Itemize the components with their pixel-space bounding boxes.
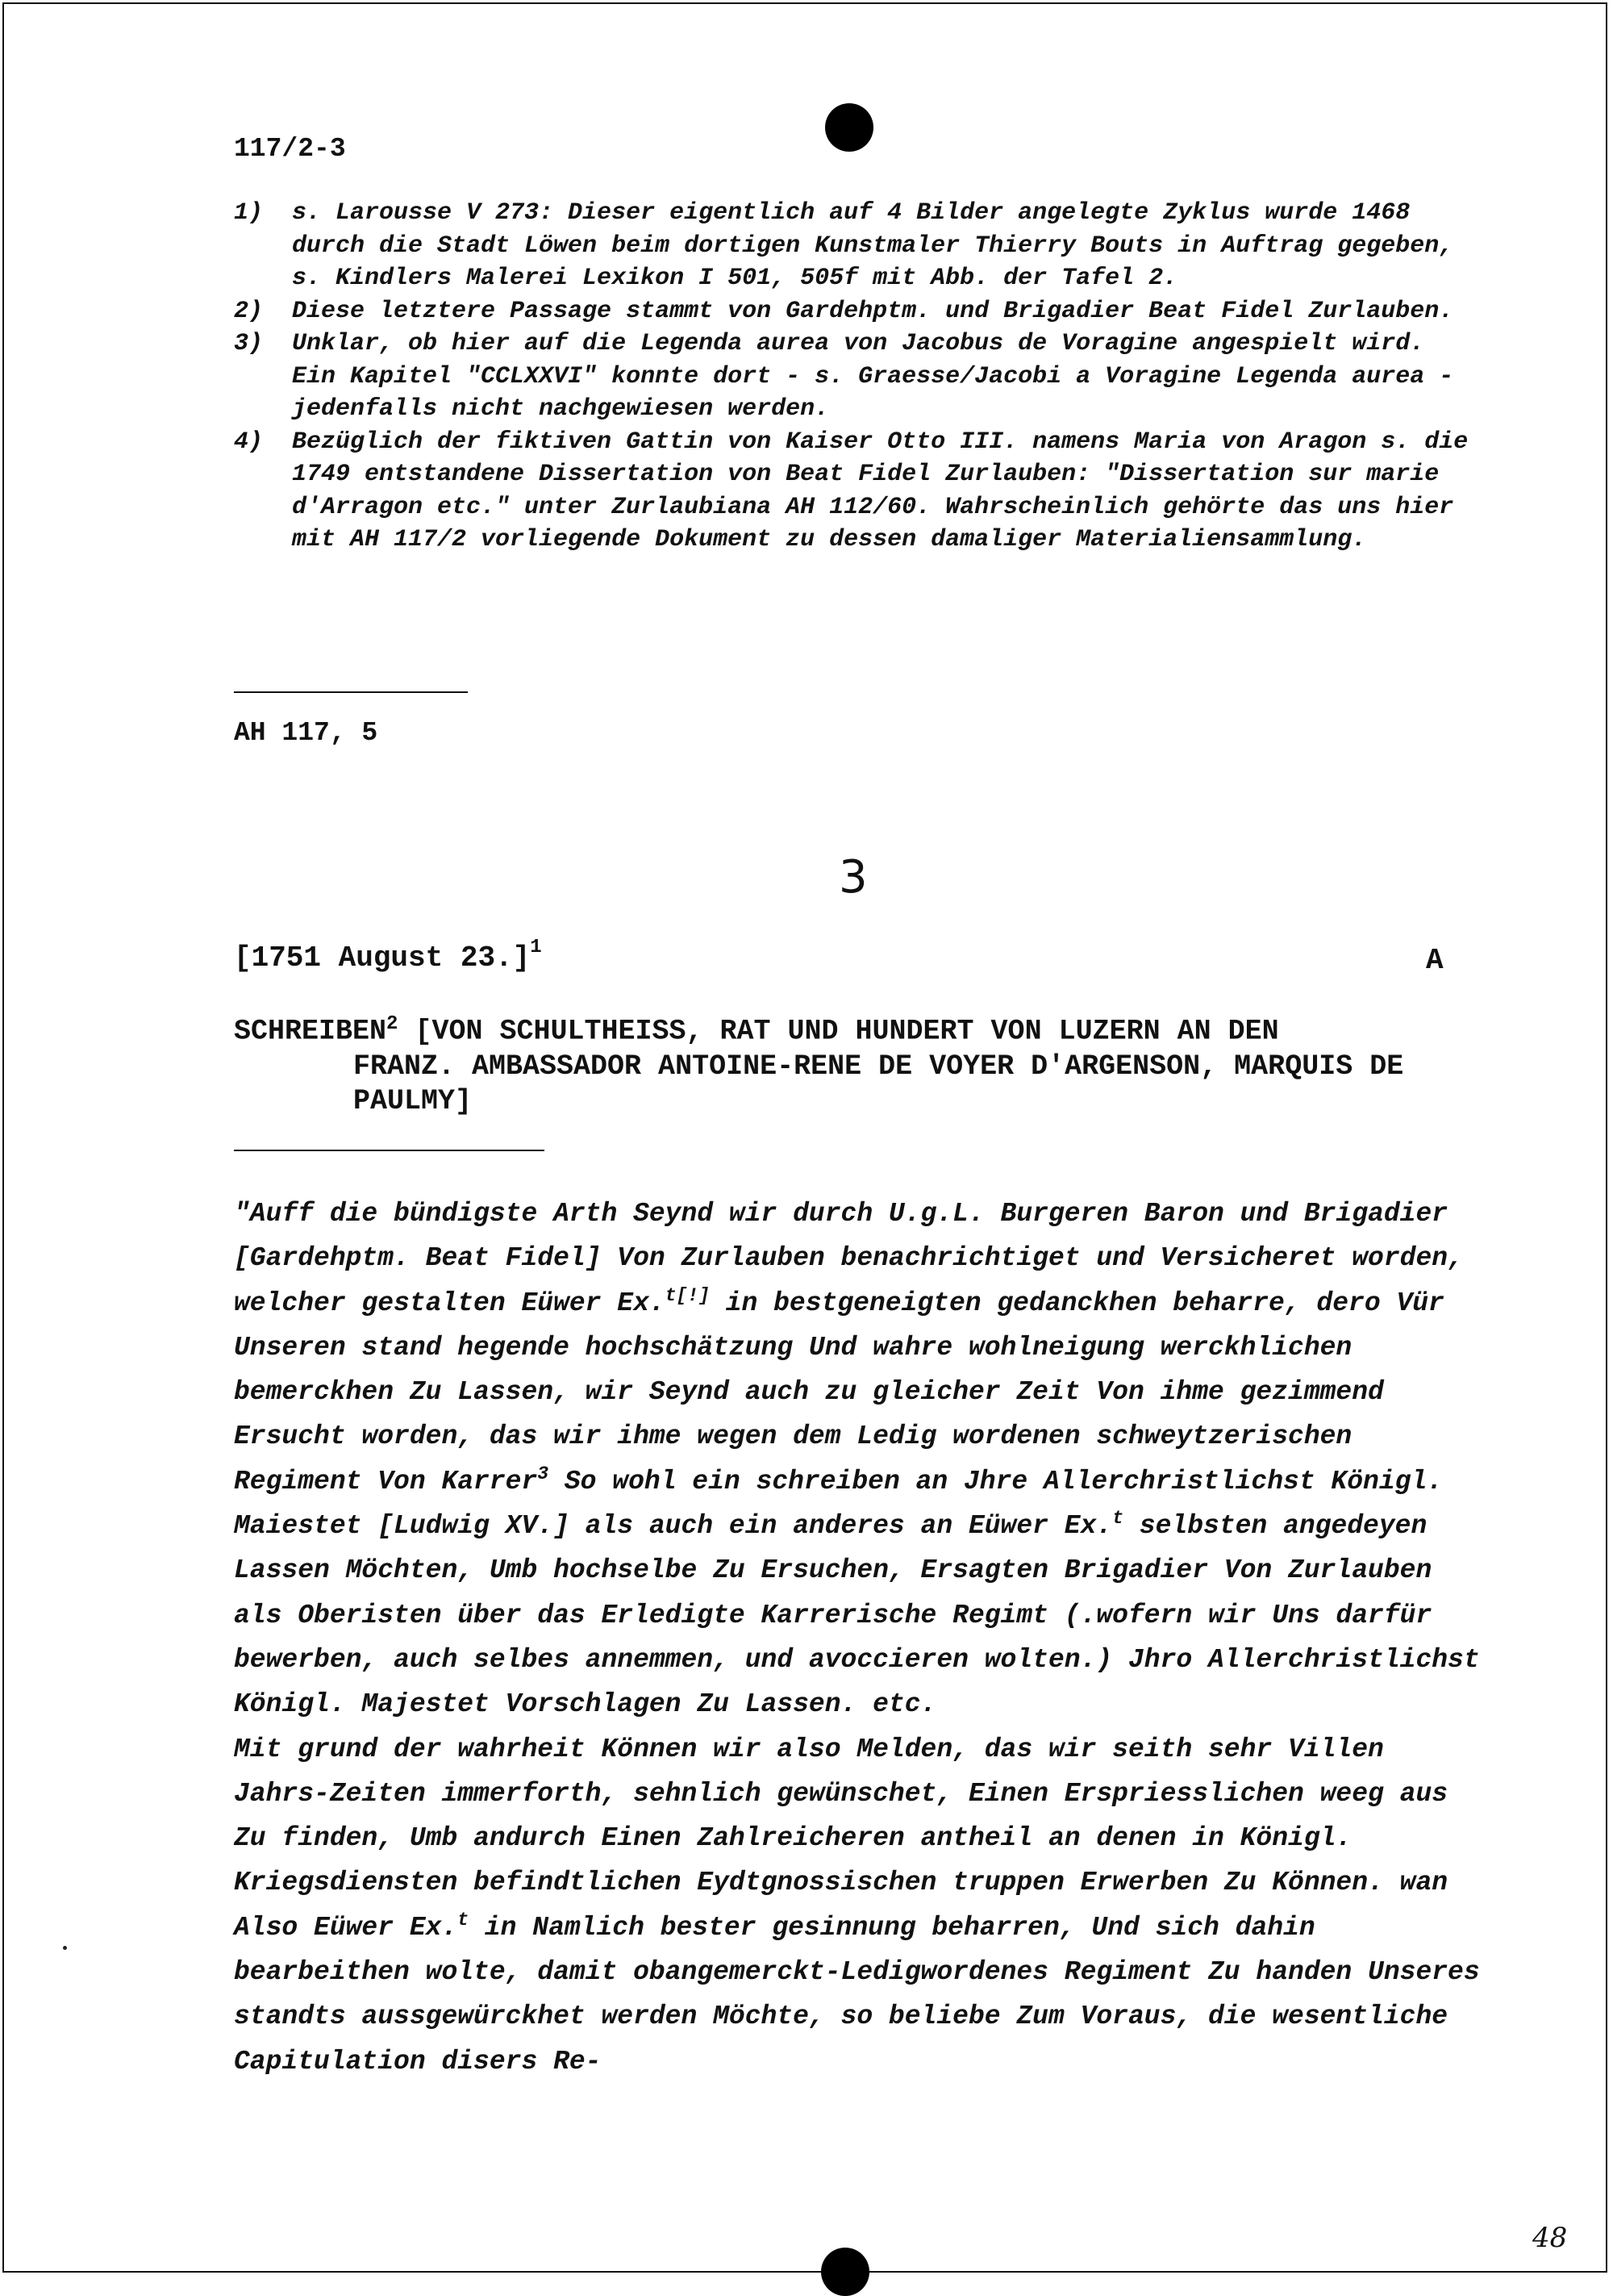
footnote-3	[234, 328, 1480, 426]
date-line	[234, 937, 542, 975]
footnote-4	[234, 426, 1480, 557]
footnote-ref: 3	[537, 1463, 549, 1484]
footnote-number: 4)	[234, 428, 264, 456]
punch-hole-top	[825, 103, 873, 152]
scan-speck	[63, 1946, 67, 1950]
archive-reference: AH 117, 5	[234, 718, 378, 748]
heading-text: [VON SCHULTHEISS, RAT UND HUNDERT VON LUZERN AN DEN	[398, 1015, 1279, 1048]
text-segment: So wohl ein schreiben an Jhre Allerchristlichst Königl. Maiestet [Ludwig XV.] als auch ein anderes an Eüwer Ex.	[234, 1466, 1444, 1542]
text-segment: selbsten angedeyen Lassen Möchten, Umb hochselbe Zu Ersuchen, Ersagten Brigadier Von Zurlauben als Oberisten über das Erledigte Karrerische Regimt (.wofern wir Uns darfür bewerben, auch selbes annemmen, und avoccieren wolten.) Jhro Allerchristlichst Königl. Majestet Vorschlagen Zu Lassen. etc.	[234, 1511, 1480, 1720]
footnotes	[234, 197, 1480, 557]
document-heading	[234, 1007, 1480, 1119]
footnote-text: Bezüglich der fiktiven Gattin von Kaiser Otto III. namens Maria von Aragon s. die 1749 entstandene Dissertation von Beat Fidel Zurlauben: "Dissertation sur marie d'Arragon etc." unter Zurlaubiana AH 112/60. Wahrscheinlich gehörte das uns hier mit AH 117/2 vorliegende Dokument zu dessen damaliger Materialiensammlung.	[292, 428, 1469, 553]
footnote-ref: t[!]	[665, 1284, 710, 1306]
handwritten-page-number: 48	[1532, 2222, 1568, 2254]
heading-first-word: SCHREIBEN	[234, 1015, 387, 1048]
footnote-1	[234, 197, 1480, 295]
footnote-ref: 2	[386, 1013, 398, 1035]
paragraph	[234, 1727, 1480, 2084]
footnote-text: s. Larousse V 273: Dieser eigentlich auf 4 Bilder angelegte Zyklus wurde 1468 durch die Stadt Löwen beim dortigen Kunstmaler Thierry Bouts in Auftrag gegeben, s. Kindlers Malerei Lexikon I 501, 505f mit Abb. der Tafel 2.	[292, 199, 1454, 292]
footnote-text: Diese letztere Passage stammt von Gardehptm. und Brigadier Beat Fidel Zurlauben.	[292, 297, 1454, 325]
heading-continuation: FRANZ. AMBASSADOR ANTOINE-RENE DE VOYER D'ARGENSON, MARQUIS DE PAULMY]	[353, 1050, 1404, 1117]
paragraph	[234, 1192, 1480, 1727]
footnote-ref: 1	[530, 937, 542, 958]
page-reference: 117/2-3	[234, 134, 346, 164]
text-segment: in bestgeneigten gedanckhen beharre, dero Vür Unseren stand hegende hochschätzung Und wahre wohlneigung werckhlichen bemerckhen Zu Lassen, wir Seynd auch zu gleicher Zeit Von ihme gezimmend Ersucht worden, das wir ihme wegen dem Ledig wordenen schweytzerischen Regiment Von Karrer	[234, 1288, 1444, 1497]
divider-rule	[234, 691, 468, 693]
footnote-2	[234, 295, 1480, 328]
footnote-number: 1)	[234, 199, 264, 227]
superscript-t: t	[1112, 1508, 1123, 1530]
footnote-text: Unklar, ob hier auf die Legenda aurea von Jacobus de Voragine angespielt wird. Ein Kapitel "CCLXXVI" konnte dort - s. Graesse/Jacobi a Voragine Legenda aurea - jedenfalls nicht nachgewiesen werden.	[292, 330, 1454, 423]
divider-rule	[234, 1150, 544, 1151]
punch-hole-bottom	[821, 2248, 869, 2296]
document-number: 3	[839, 851, 868, 904]
document-type: A	[1426, 944, 1444, 977]
footnote-number: 3)	[234, 330, 264, 357]
superscript-t: t	[457, 1909, 469, 1931]
letter-body	[234, 1192, 1480, 2084]
text-segment: in Namlich bester gesinnung beharren, Und sich dahin bearbeithen wolte, damit obangemerckt-Ledigwordenes Regiment Zu handen Unseres standts aussgewürckhet werden Möchte, so beliebe Zum Voraus, die wesentliche Capitulation disers Re-	[234, 1912, 1480, 2077]
date-text: [1751 August 23.]	[234, 941, 531, 975]
text-segment: "Auff die bündigste Arth Seynd wir durch U.g.L. Burgeren Baron und Brigadier [Gardehptm. Beat Fidel] Von Zurlauben benachrichtiget und Versicheret worden, welcher gestalten Eüwer Ex.	[234, 1199, 1464, 1318]
footnote-number: 2)	[234, 297, 264, 325]
text-segment: Mit grund der wahrheit Können wir also Melden, das wir seith sehr Villen Jahrs-Zeiten immerforth, sehnlich gewünschet, Einen Erspriesslichen weeg aus Zu finden, Umb andurch Einen Zahlreicheren antheil an denen in Königl. Kriegsdiensten befindtlichen Eydtgnossischen truppen Erwerben Zu Können. wan Also Eüwer Ex.	[234, 1734, 1448, 1943]
